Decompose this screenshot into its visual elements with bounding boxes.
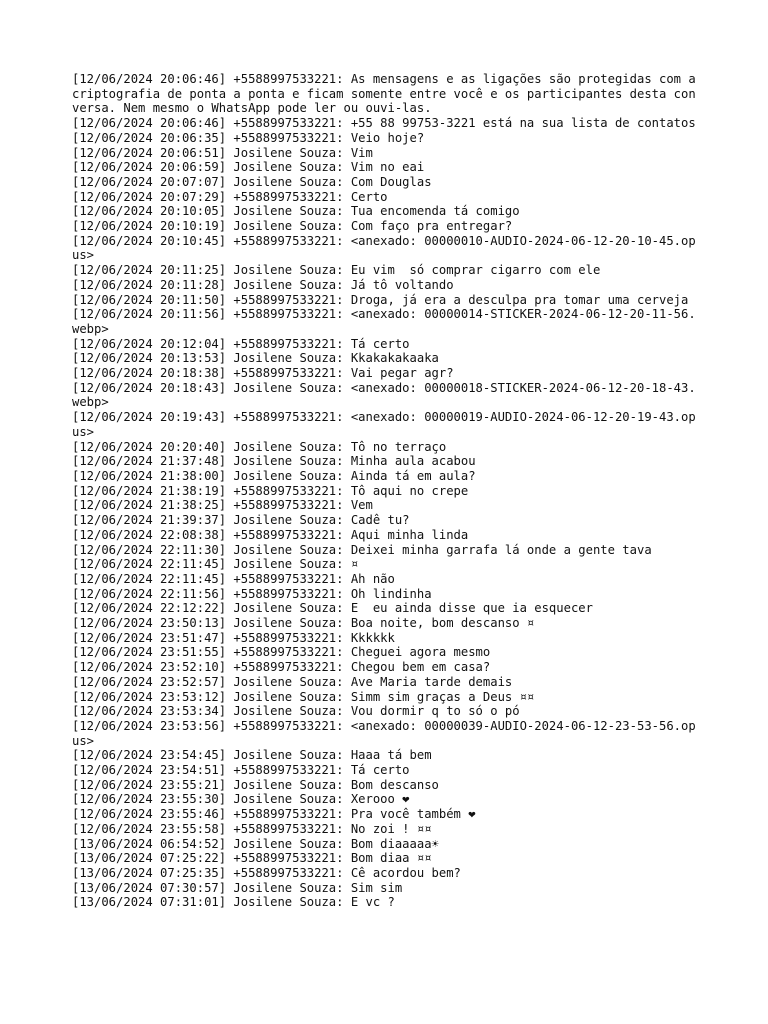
chat-transcript: [72, 72, 704, 910]
message-line: [12/06/2024 23:52:10] +5588997533221: Chegou bem em casa?: [72, 660, 491, 675]
message-line: [13/06/2024 07:30:57] Josilene Souza: Sim sim: [72, 880, 403, 895]
message-line: [12/06/2024 23:54:45] Josilene Souza: Haaa tá bem: [72, 748, 432, 763]
message-line: [12/06/2024 20:06:51] Josilene Souza: Vim: [72, 145, 373, 160]
message-line: [12/06/2024 21:39:37] Josilene Souza: Cadê tu?: [72, 513, 410, 528]
message-line: [12/06/2024 20:07:29] +5588997533221: Certo: [72, 189, 388, 204]
message-line: [13/06/2024 07:31:01] Josilene Souza: E vc ?: [72, 895, 395, 910]
message-line: [12/06/2024 20:11:28] Josilene Souza: Já tô voltando: [72, 277, 454, 292]
message-line: [12/06/2024 22:12:22] Josilene Souza: E eu ainda disse que ia esquecer: [72, 601, 593, 616]
message-line: [12/06/2024 20:18:38] +5588997533221: Vai pegar agr?: [72, 366, 454, 381]
message-line: [12/06/2024 23:51:47] +5588997533221: Kkkkkk: [72, 630, 395, 645]
message-line: [12/06/2024 20:10:19] Josilene Souza: Com faço pra entregar?: [72, 219, 513, 234]
message-line: [12/06/2024 22:08:38] +5588997533221: Aqui minha linda: [72, 527, 469, 542]
message-line: [12/06/2024 21:38:19] +5588997533221: Tô aqui no crepe: [72, 483, 469, 498]
message-line: [12/06/2024 20:11:25] Josilene Souza: Eu vim só comprar cigarro com ele: [72, 263, 601, 278]
message-line: [13/06/2024 07:25:22] +5588997533221: Bom diaa ¤¤: [72, 851, 432, 866]
message-line: [13/06/2024 06:54:52] Josilene Souza: Bom diaaaaa☀: [72, 836, 439, 851]
message-line: [12/06/2024 23:53:34] Josilene Souza: Vou dormir q to só o pó: [72, 704, 520, 719]
message-line: [12/06/2024 21:38:25] +5588997533221: Vem: [72, 498, 373, 513]
message-line: [12/06/2024 20:20:40] Josilene Souza: Tô no terraço: [72, 439, 447, 454]
message-line: [12/06/2024 20:06:46] +5588997533221: As mensagens e as ligações são protegidas com a criptografia de ponta a ponta e ficam somente entre você e os participantes desta conversa. Nem mesmo o WhatsApp pode ler ou ouvi-las.: [72, 72, 704, 116]
message-line: [12/06/2024 20:13:53] Josilene Souza: Kkakakakaaka: [72, 351, 439, 366]
message-line: [12/06/2024 20:07:07] Josilene Souza: Com Douglas: [72, 174, 432, 189]
message-line: [12/06/2024 20:11:56] +5588997533221: <anexado: 00000014-STICKER-2024-06-12-20-11-56.webp>: [72, 307, 696, 336]
message-line: [12/06/2024 23:55:30] Josilene Souza: Xerooo ❤: [72, 792, 410, 807]
message-line: [12/06/2024 20:12:04] +5588997533221: Tá certo: [72, 336, 410, 351]
message-line: [12/06/2024 20:06:46] +5588997533221: +55 88 99753-3221 está na sua lista de contatos: [72, 116, 696, 131]
message-line: [12/06/2024 22:11:45] +5588997533221: Ah não: [72, 571, 395, 586]
message-line: [12/06/2024 23:53:12] Josilene Souza: Simm sim graças a Deus ¤¤: [72, 689, 535, 704]
message-line: [12/06/2024 22:11:30] Josilene Souza: Deixei minha garrafa lá onde a gente tava: [72, 542, 652, 557]
message-line: [12/06/2024 23:53:56] +5588997533221: <anexado: 00000039-AUDIO-2024-06-12-23-53-56.opus>: [72, 718, 696, 748]
message-line: [13/06/2024 07:25:35] +5588997533221: Cê acordou bem?: [72, 865, 461, 880]
message-line: [12/06/2024 20:11:50] +5588997533221: Droga, já era a desculpa pra tomar uma cerveja: [72, 292, 689, 307]
message-line: [12/06/2024 23:52:57] Josilene Souza: Ave Maria tarde demais: [72, 674, 513, 689]
message-line: [12/06/2024 23:54:51] +5588997533221: Tá certo: [72, 763, 410, 778]
message-line: [12/06/2024 20:10:45] +5588997533221: <anexado: 00000010-AUDIO-2024-06-12-20-10-45.opus>: [72, 233, 696, 263]
message-line: [12/06/2024 23:55:58] +5588997533221: No zoi ! ¤¤: [72, 821, 432, 836]
message-line: [12/06/2024 20:10:05] Josilene Souza: Tua encomenda tá comigo: [72, 204, 520, 219]
message-line: [12/06/2024 22:11:56] +5588997533221: Oh lindinha: [72, 586, 432, 601]
message-line: [12/06/2024 23:50:13] Josilene Souza: Boa noite, bom descanso ¤: [72, 616, 535, 631]
message-line: [12/06/2024 23:55:21] Josilene Souza: Bom descanso: [72, 777, 439, 792]
message-line: [12/06/2024 23:51:55] +5588997533221: Cheguei agora mesmo: [72, 645, 491, 660]
message-line: [12/06/2024 21:38:00] Josilene Souza: Ainda tá em aula?: [72, 468, 476, 483]
message-line: [12/06/2024 20:19:43] +5588997533221: <anexado: 00000019-AUDIO-2024-06-12-20-19-43.opus>: [72, 410, 696, 439]
message-line: [12/06/2024 22:11:45] Josilene Souza: ¤: [72, 557, 359, 572]
message-line: [12/06/2024 20:06:59] Josilene Souza: Vim no eai: [72, 160, 425, 175]
message-line: [12/06/2024 20:06:35] +5588997533221: Veio hoje?: [72, 130, 425, 145]
message-line: [12/06/2024 23:55:46] +5588997533221: Pra você também ❤: [72, 807, 476, 822]
message-line: [12/06/2024 21:37:48] Josilene Souza: Minha aula acabou: [72, 454, 476, 469]
message-line: [12/06/2024 20:18:43] Josilene Souza: <anexado: 00000018-STICKER-2024-06-12-20-18-43.webp>: [72, 380, 696, 410]
